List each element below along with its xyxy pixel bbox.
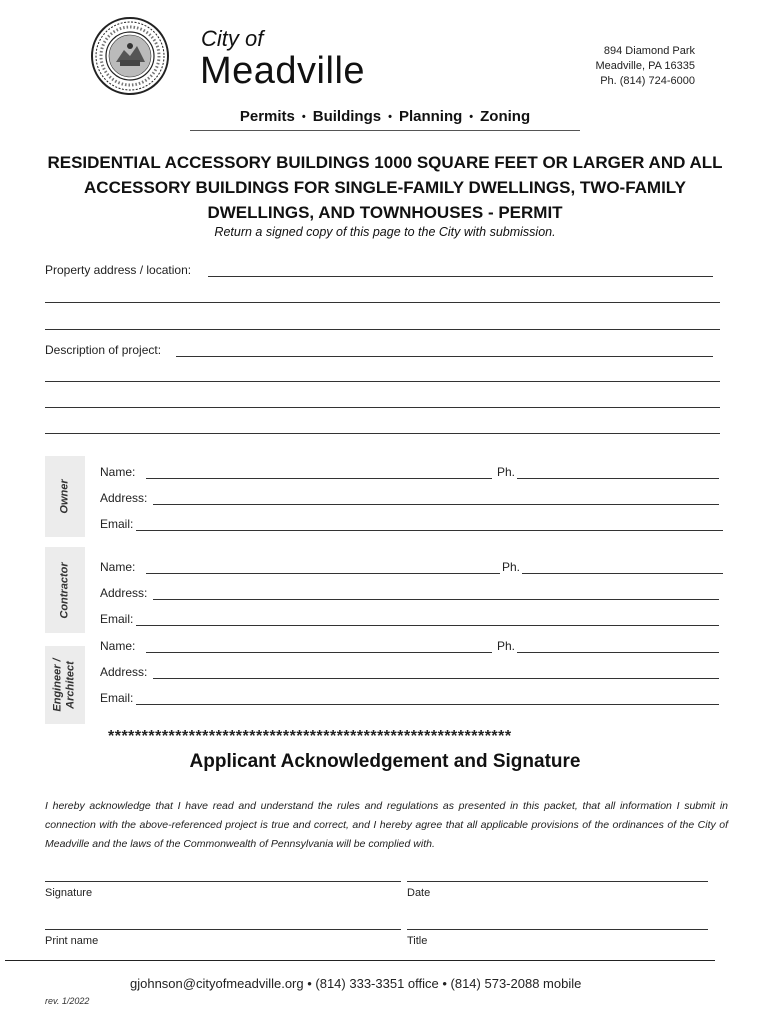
- property-address-field[interactable]: [208, 264, 713, 277]
- nav-item-zoning: Zoning: [480, 108, 531, 125]
- owner-email-field[interactable]: [136, 518, 723, 531]
- property-address-line-2[interactable]: [45, 302, 720, 303]
- contractor-name-field[interactable]: [146, 561, 500, 574]
- permit-instructions: Return a signed copy of this page to the City with submission.: [214, 225, 556, 239]
- city-seal-logo: [90, 16, 170, 96]
- revision-note: rev. 1/2022: [45, 996, 90, 1006]
- date-label: Date: [407, 887, 431, 899]
- nav-separator: •: [469, 111, 474, 123]
- nav-separator: •: [388, 111, 392, 123]
- nav-item-permits: Permits: [239, 108, 295, 125]
- contractor-section-label: Contractor: [58, 561, 71, 619]
- date-field[interactable]: [407, 881, 708, 882]
- address-phone: Ph. (814) 724-6000: [600, 75, 695, 87]
- contractor-address-label: Address:: [100, 586, 148, 600]
- contractor-email-field[interactable]: [136, 613, 719, 626]
- engineer-name-label: Name:: [100, 639, 136, 653]
- owner-address-label: Address:: [100, 491, 148, 505]
- engineer-address-label: Address:: [100, 665, 148, 679]
- permit-title-line-3: DWELLINGS, AND TOWNHOUSES - PERMIT: [207, 203, 563, 222]
- description-line-2[interactable]: [45, 381, 720, 382]
- permit-title-line-1: RESIDENTIAL ACCESSORY BUILDINGS 1000 SQUARE FEET OR LARGER AND ALL: [47, 153, 723, 172]
- owner-name-label: Name:: [100, 465, 136, 479]
- title-field[interactable]: [407, 929, 708, 930]
- owner-phone-label: Ph.: [497, 465, 516, 479]
- description-line-4[interactable]: [45, 433, 720, 434]
- address-street: 894 Diamond Park: [603, 45, 695, 57]
- engineer-email-field[interactable]: [136, 692, 719, 705]
- nav-item-buildings: Buildings: [312, 108, 382, 125]
- owner-name-field[interactable]: [146, 466, 492, 479]
- nav-item-planning: Planning: [398, 108, 463, 125]
- nav-separator: •: [301, 111, 306, 123]
- contractor-phone-field[interactable]: [522, 561, 723, 574]
- engineer-address-field[interactable]: [153, 666, 719, 679]
- acknowledgement-title: Applicant Acknowledgement and Signature: [189, 751, 581, 772]
- description-line-3[interactable]: [45, 407, 720, 408]
- engineer-name-field[interactable]: [146, 640, 492, 653]
- owner-section-label: Owner: [58, 479, 71, 514]
- print-name-label: Print name: [45, 935, 99, 947]
- property-address-line-3[interactable]: [45, 329, 720, 330]
- contractor-name-label: Name:: [100, 560, 136, 574]
- engineer-section-label: Engineer / Architect: [52, 658, 77, 712]
- owner-phone-field[interactable]: [517, 466, 719, 479]
- property-address-label: Property address / location:: [45, 263, 192, 277]
- contractor-email-label: Email:: [100, 612, 134, 626]
- acknowledgement-text: I hereby acknowledge that I have read and understand the rules and regulations as presented in this packet, that all information I submit in connection with the above-referenced project is true and correct, and I hereby agree that all applicable provisions of the ordinances of the City of Meadville and the laws of the Commonwealth of Pennsylvania will be complied with.: [45, 800, 728, 850]
- signature-field[interactable]: [45, 881, 401, 882]
- print-name-field[interactable]: [45, 929, 401, 930]
- title-label: Title: [407, 935, 428, 947]
- city-of-text: City of: [201, 26, 264, 51]
- description-label: Description of project:: [45, 343, 162, 357]
- city-name: Meadville: [200, 50, 366, 92]
- owner-email-label: Email:: [100, 517, 134, 531]
- engineer-email-label: Email:: [100, 691, 134, 705]
- signature-label: Signature: [45, 887, 93, 899]
- contractor-phone-label: Ph.: [502, 560, 521, 574]
- description-field[interactable]: [176, 344, 713, 357]
- owner-address-field[interactable]: [153, 492, 719, 505]
- footer-divider: [5, 960, 715, 961]
- contractor-address-field[interactable]: [153, 587, 719, 600]
- engineer-phone-field[interactable]: [517, 640, 719, 653]
- section-divider-stars: ************************************************************: [108, 728, 512, 745]
- permit-title-line-2: ACCESSORY BUILDINGS FOR SINGLE-FAMILY DWELLINGS, TWO-FAMILY: [84, 178, 686, 197]
- address-city: Meadville, PA 16335: [595, 60, 695, 72]
- engineer-phone-label: Ph.: [497, 639, 516, 653]
- department-nav: [190, 108, 580, 131]
- footer-contact: gjohnson@cityofmeadville.org • (814) 333-3351 office • (814) 573-2088 mobile: [130, 976, 582, 991]
- permit-title: [40, 150, 730, 225]
